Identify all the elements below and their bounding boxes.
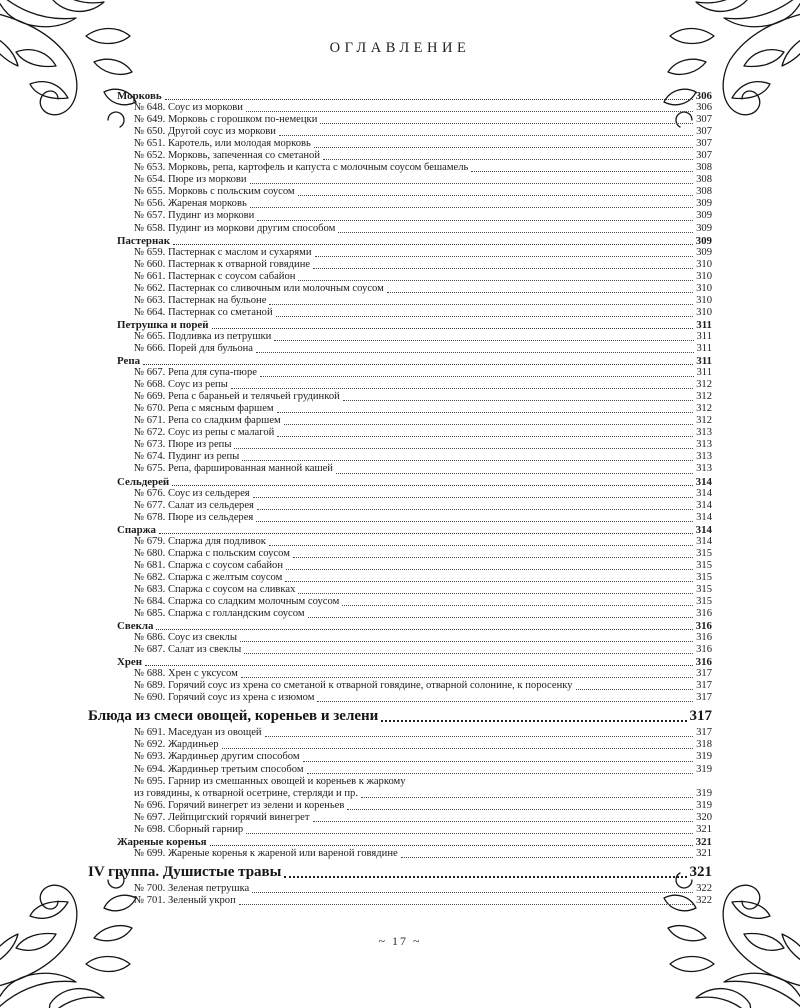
toc-entry-row — [88, 584, 712, 596]
dot-leader — [320, 150, 696, 162]
toc-label: № 676. Соус из сельдерея — [134, 487, 250, 499]
toc-entry-row — [88, 114, 712, 126]
toc-label: № 674. Пудинг из репы — [134, 451, 240, 463]
dot-leader — [384, 283, 696, 295]
page-number: 319 — [696, 751, 712, 763]
toc-label: № 679. Спаржа для подливок — [134, 535, 266, 547]
toc-label: № 680. Спаржа с польским соусом — [134, 547, 290, 559]
toc-entry-row — [88, 596, 712, 608]
toc-label: № 683. Спаржа с соусом на сливках — [134, 583, 296, 595]
dot-leader — [239, 451, 696, 463]
toc-entry-row — [88, 800, 712, 812]
toc-label: № 666. Порей для бульона — [134, 342, 254, 354]
toc-entry-row — [88, 788, 712, 800]
toc-entry-row — [88, 572, 712, 584]
dot-leader — [281, 415, 696, 427]
page-number: 311 — [696, 330, 712, 342]
page-number: 309 — [696, 210, 712, 222]
toc-label: № 682. Спаржа с желтым соусом — [134, 571, 283, 583]
toc-entry-row — [88, 198, 712, 210]
dot-leader — [290, 548, 696, 560]
dot-leader — [142, 656, 696, 668]
toc-label: Морковь — [117, 90, 162, 102]
dot-leader — [249, 883, 696, 895]
page-number: 309 — [696, 198, 712, 210]
page-number: 309 — [696, 246, 712, 258]
toc-entry-row — [88, 138, 712, 150]
toc-entry-row — [88, 259, 712, 271]
toc-entry-row — [88, 668, 712, 680]
toc-label: № 671. Репа со сладким фаршем — [134, 415, 281, 427]
dot-leader — [312, 247, 697, 259]
page-number: 311 — [696, 318, 712, 331]
page-number: 315 — [696, 571, 712, 583]
toc-label: из говядины, к отварной осетрине, стерляди и пр. — [134, 787, 358, 799]
toc-section-row — [88, 319, 712, 331]
dot-leader — [219, 739, 697, 751]
toc-entry-row — [88, 367, 712, 379]
page-number: 314 — [696, 511, 712, 523]
dot-leader — [335, 223, 696, 235]
toc-entry-row — [88, 415, 712, 427]
page-number: 306 — [695, 90, 712, 102]
toc-label: № 661. Пастернак с соусом сабайон — [134, 270, 296, 282]
dot-leader — [333, 463, 696, 475]
page-number-footer: ~ 17 ~ — [378, 934, 422, 948]
toc-entry-row — [88, 644, 712, 656]
toc-label: № 684. Спаржа со сладким молочным соусом — [134, 595, 340, 607]
dot-leader — [254, 210, 696, 222]
toc-label: Блюда из смеси овощей, кореньев и зелени — [88, 708, 379, 725]
dot-leader — [300, 751, 697, 763]
page-number: 322 — [696, 894, 712, 906]
toc-entry-row — [88, 391, 712, 403]
dot-leader — [241, 644, 696, 656]
toc-entry-row — [88, 283, 712, 295]
toc-entry-row — [88, 162, 712, 174]
toc-label: № 687. Салат из свеклы — [134, 644, 242, 656]
dot-leader — [295, 584, 696, 596]
page-title: ОГЛАВЛЕНИЕ — [329, 40, 471, 56]
dot-leader — [282, 572, 696, 584]
toc-label: Хрен — [117, 656, 143, 669]
page-number: 321 — [696, 847, 712, 859]
toc-entry-row — [88, 343, 712, 355]
toc-section-row — [88, 90, 712, 102]
dot-leader — [140, 355, 696, 367]
dot-leader — [305, 608, 697, 620]
dot-leader — [254, 500, 696, 512]
toc-entry-row — [88, 247, 712, 259]
toc-entry-row — [88, 174, 712, 186]
page-number: 311 — [696, 342, 712, 354]
toc-entry-row — [88, 463, 712, 475]
dot-leader — [247, 198, 696, 210]
toc-entry-row — [88, 512, 712, 524]
dot-leader — [276, 126, 696, 138]
dot-leader — [295, 271, 696, 283]
page-number: 316 — [695, 620, 712, 633]
toc-label: Пастернак — [117, 234, 170, 247]
page-number: 306 — [696, 102, 712, 114]
toc-label: № 696. Горячий винегрет из зелени и кореньев — [134, 799, 345, 811]
toc-entry-row — [88, 727, 712, 739]
toc-label: Жареные коренья — [117, 835, 207, 848]
page-number: 308 — [696, 162, 712, 174]
page-number: 317 — [689, 708, 712, 725]
toc-label: № 665. Подливка из петрушки — [134, 330, 272, 342]
toc-label: № 681. Спаржа с соусом сабайон — [134, 559, 284, 571]
dot-leader — [283, 560, 696, 572]
page-number: 316 — [696, 644, 712, 656]
page-number: 321 — [696, 823, 712, 835]
toc-label: № 686. Соус из свеклы — [134, 632, 237, 644]
toc-entry-row — [88, 427, 712, 439]
page-number: 315 — [696, 547, 712, 559]
toc-label: Петрушка и порей — [117, 318, 209, 331]
dot-leader — [398, 848, 696, 860]
dot-leader — [378, 708, 689, 725]
dot-leader — [304, 764, 697, 776]
page-number: 314 — [696, 487, 712, 499]
toc-label: № 667. Репа для супа-пюре — [134, 367, 257, 379]
toc-entry-row — [88, 824, 712, 836]
dot-leader — [257, 367, 697, 379]
toc-label: № 691. Маседуан из овощей — [134, 727, 262, 739]
dot-leader — [266, 536, 696, 548]
dot-leader — [209, 319, 697, 331]
toc-list — [88, 90, 712, 907]
toc-entry-row — [88, 883, 712, 895]
dot-leader — [266, 295, 696, 307]
page-number: 312 — [696, 391, 712, 403]
page-number: 312 — [696, 415, 712, 427]
page-number: 309 — [695, 234, 712, 247]
toc-label: № 658. Пудинг из моркови другим способом — [134, 222, 336, 234]
toc-entry-row — [88, 608, 712, 620]
dot-leader — [156, 524, 696, 536]
dot-leader — [207, 836, 696, 848]
toc-entry-row — [88, 848, 712, 860]
toc-group-row — [88, 708, 712, 725]
toc-label: № 701. Зеленый укроп — [134, 894, 236, 906]
page-number: 307 — [696, 126, 712, 138]
toc-label: № 656. Жареная морковь — [134, 198, 247, 210]
dot-leader — [311, 138, 696, 150]
page-number: 317 — [696, 727, 712, 739]
dot-leader — [281, 864, 689, 881]
toc-entry-row — [88, 632, 712, 644]
toc-entry-row — [88, 560, 712, 572]
toc-entry-row — [88, 812, 712, 824]
toc-label: № 670. Репа с мясным фаршем — [134, 403, 274, 415]
page-number: 314 — [695, 523, 712, 536]
page-number: 310 — [696, 306, 712, 318]
toc-label: № 675. Репа, фаршированная манной кашей — [134, 463, 333, 475]
page-number: 316 — [695, 656, 712, 669]
toc-entry-row — [88, 223, 712, 235]
toc-label: № 660. Пастернак к отварной говядине — [134, 258, 311, 270]
page-number: 314 — [696, 535, 712, 547]
toc-label: № 655. Морковь с польским соусом — [134, 186, 295, 198]
dot-leader — [236, 895, 696, 907]
page-number: 307 — [696, 138, 712, 150]
page-number: 308 — [696, 174, 712, 186]
dot-leader — [317, 114, 696, 126]
toc-label: № 695. Гарнир из смешанных овощей и кореньев к жаркому — [134, 775, 406, 787]
toc-label: № 694. Жардиньер третьим способом — [134, 763, 304, 775]
toc-entry-row — [88, 439, 712, 451]
dot-leader — [274, 403, 696, 415]
dot-leader — [169, 476, 695, 488]
toc-label: № 657. Пудинг из моркови — [134, 210, 255, 222]
toc-label: № 700. Зеленая петрушка — [134, 882, 250, 894]
toc-label: № 662. Пастернак со сливочным или молочным соусом — [134, 282, 384, 294]
toc-label: № 669. Репа с бараньей и телячьей грудинкой — [134, 391, 340, 403]
dot-leader — [253, 512, 696, 524]
dot-leader — [468, 162, 696, 174]
toc-entry-row — [88, 379, 712, 391]
page-number: 322 — [696, 882, 712, 894]
dot-leader — [339, 596, 696, 608]
toc-label: № 672. Соус из репы с малагой — [134, 427, 275, 439]
toc-label: № 668. Соус из репы — [134, 379, 228, 391]
toc-label: № 690. Горячий соус из хрена с изюмом — [134, 692, 315, 704]
page-number: 317 — [696, 692, 712, 704]
toc-label: № 663. Пастернак на бульоне — [134, 294, 267, 306]
toc-label: № 664. Пастернак со сметаной — [134, 306, 273, 318]
toc-entry-row — [88, 126, 712, 138]
page-number: 315 — [696, 583, 712, 595]
dot-leader — [314, 692, 696, 704]
page-number: 314 — [696, 499, 712, 511]
toc-section-row — [88, 524, 712, 536]
dot-leader — [295, 186, 696, 198]
dot-leader — [262, 727, 697, 739]
page-number: 321 — [689, 863, 712, 880]
dot-leader — [310, 812, 697, 824]
dot-leader — [340, 391, 696, 403]
toc-label: № 693. Жардиньер другим способом — [134, 751, 300, 763]
toc-label: № 689. Горячий соус из хрена со сметаной к отварной говядине, отварной солонине, к поросенку — [134, 680, 573, 692]
toc-label: Репа — [117, 355, 141, 368]
dot-leader — [170, 235, 696, 247]
page-number: 317 — [696, 668, 712, 680]
toc-entry-row — [88, 488, 712, 500]
dot-leader — [250, 488, 696, 500]
toc-entry-row — [88, 451, 712, 463]
toc-label: № 651. Каротель, или молодая морковь — [134, 138, 311, 150]
toc-group-row — [88, 864, 712, 881]
toc-label: № 652. Морковь, запеченная со сметаной — [134, 150, 321, 162]
toc-entry-row — [88, 331, 712, 343]
page-number: 319 — [696, 763, 712, 775]
page-number: 313 — [696, 463, 712, 475]
page-number: 314 — [695, 475, 712, 488]
toc-label: № 653. Морковь, репа, картофель и капуста с молочным соусом бешамель — [134, 162, 469, 174]
page-number: 315 — [696, 595, 712, 607]
dot-leader — [274, 427, 696, 439]
dot-leader — [228, 379, 696, 391]
page-number: 319 — [696, 799, 712, 811]
page-number: 321 — [695, 835, 712, 848]
dot-leader — [237, 632, 696, 644]
dot-leader — [243, 824, 696, 836]
dot-leader — [273, 307, 696, 319]
toc-section-row — [88, 836, 712, 848]
toc-label: № 678. Пюре из сельдерея — [134, 511, 254, 523]
toc-label: Сельдерей — [117, 475, 170, 488]
dot-leader — [231, 439, 696, 451]
toc-entry-row — [88, 692, 712, 704]
page-number: 309 — [696, 222, 712, 234]
toc-label: № 650. Другой соус из моркови — [134, 126, 276, 138]
toc-entry-row — [88, 764, 712, 776]
toc-label: № 688. Хрен с уксусом — [134, 668, 238, 680]
page-number: 310 — [696, 282, 712, 294]
page-number: 316 — [696, 608, 712, 620]
page-number: 317 — [696, 680, 712, 692]
dot-leader — [310, 259, 696, 271]
page-number: 311 — [696, 355, 712, 368]
toc-entry-row — [88, 776, 712, 788]
toc-entry-row — [88, 739, 712, 751]
toc-section-row — [88, 355, 712, 367]
toc-label: № 649. Морковь с горошком по-немецки — [134, 114, 318, 126]
page-number: 315 — [696, 559, 712, 571]
page-number: 310 — [696, 258, 712, 270]
dot-leader — [344, 800, 696, 812]
dot-leader — [238, 668, 696, 680]
toc-entry-row — [88, 295, 712, 307]
toc-label: № 659. Пастернак с маслом и сухарями — [134, 246, 312, 258]
dot-leader — [153, 620, 695, 632]
toc-label: № 673. Пюре из репы — [134, 439, 232, 451]
toc-entry-row — [88, 403, 712, 415]
toc-section-row — [88, 620, 712, 632]
page-number: 313 — [696, 451, 712, 463]
toc-label: IV группа. Душистые травы — [88, 863, 282, 880]
page-number: 319 — [696, 787, 712, 799]
toc-entry-row — [88, 307, 712, 319]
page-number: 310 — [696, 294, 712, 306]
page-number: 307 — [696, 150, 712, 162]
toc-label: № 692. Жардиньер — [134, 739, 219, 751]
toc-label: № 654. Пюре из моркови — [134, 174, 247, 186]
page-number: 312 — [696, 403, 712, 415]
toc-entry-row — [88, 536, 712, 548]
page-number: 320 — [696, 811, 712, 823]
toc-entry-row — [88, 680, 712, 692]
toc-label: № 648. Соус из моркови — [134, 102, 243, 114]
dot-leader — [243, 102, 696, 114]
dot-leader — [253, 343, 696, 355]
toc-section-row — [88, 235, 712, 247]
toc-label: № 698. Сборный гарнир — [134, 823, 244, 835]
page-number: 307 — [696, 114, 712, 126]
page-number: 310 — [696, 270, 712, 282]
dot-leader — [247, 174, 697, 186]
toc-entry-row — [88, 210, 712, 222]
dot-leader — [358, 788, 696, 800]
toc-entry-row — [88, 500, 712, 512]
dot-leader — [162, 90, 696, 102]
dot-leader — [271, 331, 696, 343]
page-number: 316 — [696, 632, 712, 644]
page-number: 308 — [696, 186, 712, 198]
dot-leader — [573, 680, 697, 692]
toc-entry-row — [88, 186, 712, 198]
page-number: 312 — [696, 379, 712, 391]
page-number: 313 — [696, 427, 712, 439]
toc-label: № 685. Спаржа с голландским соусом — [134, 608, 305, 620]
page-number: 311 — [696, 367, 712, 379]
toc-label: № 699. Жареные коренья к жареной или вареной говядине — [134, 847, 398, 859]
toc-entry-row — [88, 751, 712, 763]
toc-label: Свекла — [117, 620, 154, 633]
toc-entry-row — [88, 271, 712, 283]
toc-entry-row — [88, 895, 712, 907]
toc-entry-row — [88, 548, 712, 560]
toc-label: № 697. Лейпцигский горячий винегрет — [134, 811, 310, 823]
toc-label: Спаржа — [117, 523, 156, 536]
page-number: 318 — [696, 739, 712, 751]
toc-section-row — [88, 656, 712, 668]
page-number: 313 — [696, 439, 712, 451]
toc-entry-row — [88, 150, 712, 162]
toc-label: № 677. Салат из сельдерея — [134, 499, 254, 511]
toc-entry-row — [88, 102, 712, 114]
toc-section-row — [88, 476, 712, 488]
